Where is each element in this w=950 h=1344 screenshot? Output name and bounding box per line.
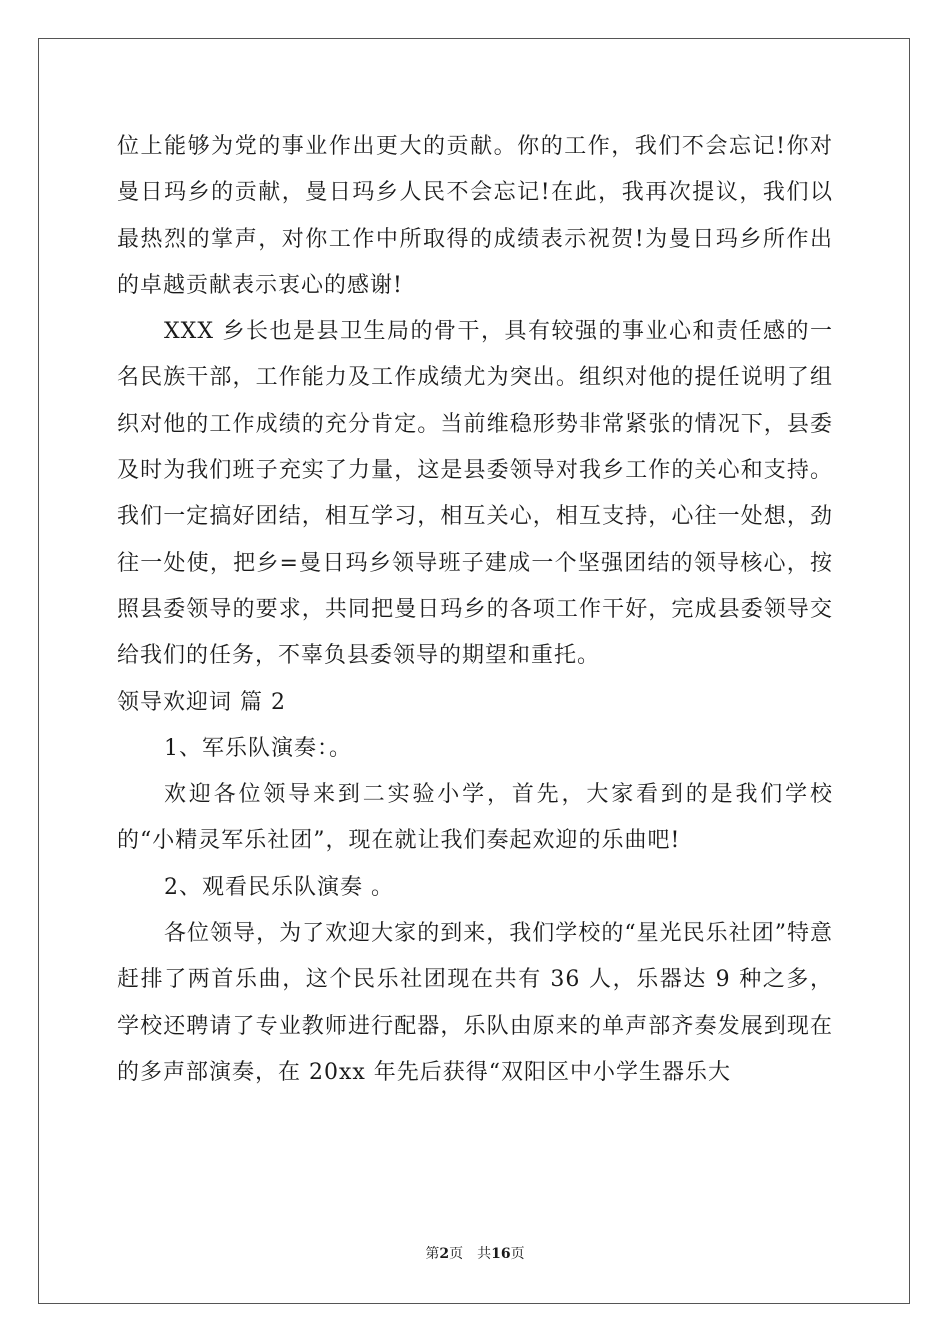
- paragraph-item-2: 2、观看民乐队演奏 。: [164, 874, 394, 900]
- page-current: 2: [439, 1246, 450, 1262]
- total-suffix: 页: [510, 1246, 525, 1262]
- paragraph-3: 欢迎各位领导来到二实验小学，首先，大家看到的是我们学校的“小精灵军乐社团”，现在就让我们奏起欢迎的乐曲吧!: [117, 782, 833, 854]
- total-prefix: 共: [477, 1246, 492, 1262]
- page-footer: [0, 1244, 950, 1264]
- paragraph-1: 位上能够为党的事业作出更大的贡献。你的工作，我们不会忘记!你对曼日玛乡的贡献，曼日玛乡人民不会忘记!在此，我再次提议，我们以最热烈的掌声，对你工作中所取得的成绩表示祝贺!为曼日玛乡所作出的卓越贡献表示衷心的感谢!: [117, 134, 833, 298]
- document-body: [117, 124, 833, 1096]
- page-prefix: 第: [425, 1246, 440, 1262]
- section-heading: 领导欢迎词 篇 2: [117, 689, 286, 715]
- page-total: 16: [491, 1246, 511, 1262]
- paragraph-4: 各位领导，为了欢迎大家的到来，我们学校的“星光民乐社团”特意赶排了两首乐曲，这个民乐社团现在共有 36 人，乐器达 9 种之多，学校还聘请了专业教师进行配器，乐队由原来的单声部齐奏发展到现在的多声部演奏，在 20xx 年先后获得“双阳区中小学生器乐大: [117, 921, 833, 1085]
- paragraph-2: XXX 乡长也是县卫生局的骨干，具有较强的事业心和责任感的一名民族干部，工作能力及工作成绩尤为突出。组织对他的提任说明了组织对他的工作成绩的充分肯定。当前维稳形势非常紧张的情况下，县委及时为我们班子充实了力量，这是县委领导对我乡工作的关心和支持。我们一定搞好团结，相互学习，相互关心，相互支持，心往一处想，劲往一处使，把乡=曼日玛乡领导班子建成一个坚强团结的领导核心，按照县委领导的要求，共同把曼日玛乡的各项工作干好，完成县委领导交给我们的任务，不辜负县委领导的期望和重托。: [117, 319, 833, 669]
- paragraph-item-1: 1、军乐队演奏：。: [164, 735, 352, 761]
- page-suffix: 页: [449, 1246, 464, 1262]
